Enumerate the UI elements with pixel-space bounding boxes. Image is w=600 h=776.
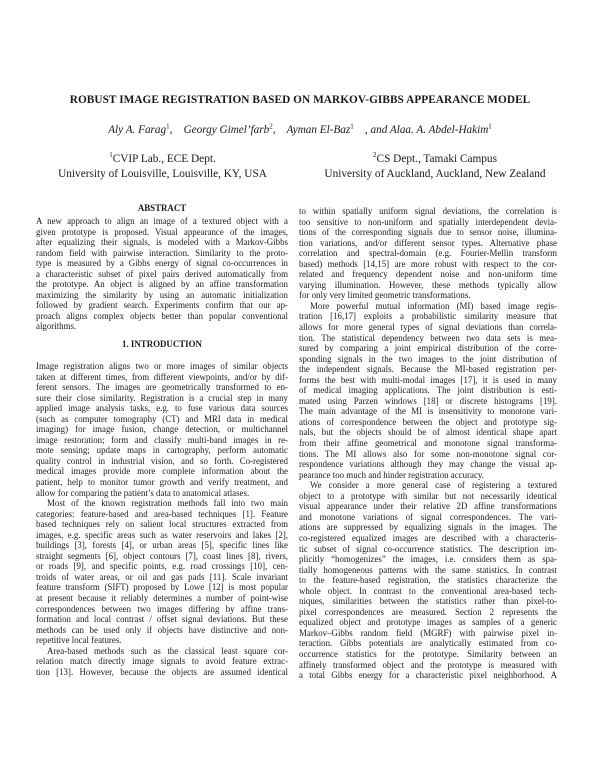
text-line: pixel correspondences are measured. Section 2 represents the [299, 606, 557, 617]
text-line: Area-based methods such as the classical least square cor- [47, 645, 288, 656]
text-line: whole object. In contrast to the conventional area-based tech- [299, 585, 557, 596]
text-line: buildings [3], forests [4], or urban areas [5], specific lines like [36, 540, 288, 551]
text-line: repetitive local features. [36, 635, 122, 646]
text-line: forms the best with multi-modal images [17], it is used in many [299, 374, 557, 385]
text-line: occurrence statistics for the prototype. Similarity between an [299, 648, 557, 659]
text-line: tic subset of signal co-occurrence statistics. The description im- [299, 543, 557, 554]
text-line: ations of correspondence between the object and prototype sig- [299, 416, 557, 427]
text-line: correlation and spectral-domain (e.g. Fourier-Mellin transform [299, 248, 557, 259]
text-line: Markov–Gibbs random field (MGRF) with pairwise pixel in- [299, 627, 557, 638]
text-line: imaging) for image fusion, change detection, or multichannel [36, 424, 288, 435]
text-line: formation and local contrast / offset signal deviations. But these [36, 614, 288, 625]
text-line: correspondences between two images differing by affine trans- [36, 603, 288, 614]
text-line: tially homogeneous patterns with the same statistics. In contrast [299, 564, 557, 575]
text-line: the independent signals. Because the MI-based registration per- [299, 364, 557, 375]
text-line: algorithms. [36, 321, 77, 332]
text-line: a total Gibbs energy for a characteristic pixel neighborhood. A [299, 670, 557, 681]
text-line: to within spatially uniform signal deviations, the correlation is [299, 206, 557, 216]
text-line: images, e.g. specific areas such as water reservoirs and lakes [2], [36, 529, 288, 540]
text-line: methods can be used only if objects have distinctive and non- [36, 624, 288, 635]
text-line: allow for comparing the patient’s data to anatomical atlases. [36, 487, 250, 498]
text-line: More powerful mutual information (MI) based image regis- [310, 300, 557, 311]
text-line: allows for more general types of signal deviations than correla- [299, 322, 557, 333]
text-line: Image registration aligns two or more images of similar objects [36, 361, 288, 371]
author: Georgy Gimel’farb$^2$ [183, 122, 273, 136]
author: Ayman El-Baz$^1$ [286, 122, 354, 136]
text-line: sured by comparing a joint empirical distribution of the corre- [299, 343, 557, 354]
affiliation-1: $^1$CVIP Lab., ECE Dept. University of Louisville, Louisville, KY, USA [58, 151, 267, 180]
text-line: image restoration; form and classify multi-band images in re- [36, 434, 288, 445]
text-line: related and frequency dependent noise and non-uniform time [299, 269, 557, 280]
text-line: the prototype. An object is aligned by an affine transformation [36, 279, 288, 290]
author: , and Alaa. A. Abdel-Hakim$^1$ [364, 122, 492, 136]
text-line: tions of the corresponding signals due to sensor noise, illumina- [299, 227, 557, 238]
text-line: applied image analysis tasks, e.g. to fuse various data sources [36, 403, 288, 414]
abstract-body [36, 216, 288, 332]
text-line: A new approach to align an image of a textured object with a [36, 216, 288, 226]
text-line: proach aligns complex objects better than popular conventional [36, 310, 288, 321]
text-line: sponding signals in the two images to the joint distribution of [299, 353, 557, 364]
text-line: visual appearance under their relative 2D affine transformations [299, 501, 557, 512]
text-line: given prototype is proposed. Visual appearance of the images, [36, 226, 288, 237]
text-line: sure their close similarity. Registration is a crucial step in many [36, 392, 288, 403]
text-line: to the feature-based registration, the statistics characterize the [299, 575, 557, 586]
text-line: tion [13]. However, because the objects are assumed identical [36, 666, 288, 677]
text-line: based techniques rely on salient local structures extracted from [36, 519, 288, 530]
text-line: relation match directly image signals to avoid feature extrac- [36, 656, 288, 667]
author: Aly A. Farag$^1$ [108, 122, 170, 136]
text-line: mated using Parzen windows [18] or discrete histograms [19]. [299, 395, 557, 406]
text-line: of medical imaging applications. The joint distribution is esti- [299, 385, 557, 396]
text-line: plicitly “homogenizes” the images, i.e. considers them as spa- [299, 554, 557, 565]
text-line: quality control in industrial vision, and so forth. Co-registered [36, 455, 288, 466]
text-line: We consider a more general case of registering a textured [310, 480, 557, 491]
text-line: tion variations, and/or different sensor types. Alternative phase [299, 237, 557, 248]
text-line: maximizing the similarity by using an automatic initialization [36, 289, 288, 300]
text-line: respondence variations although they may change the visual ap- [299, 459, 557, 470]
text-line: or roads [9], and specific points, e.g. road crossings [10], cen- [36, 561, 288, 572]
text-line: tion. The statistical dependency between two data sets is mea- [299, 332, 557, 343]
text-line: The main advantage of the MI is insensitivity to monotone vari- [299, 406, 557, 417]
abstract-heading: ABSTRACT [137, 203, 187, 213]
text-line: tions. The MI allows also for some non-monotone signal cor- [299, 448, 557, 459]
text-line: patient, help to monitor tumor growth and verify treatment, and [36, 477, 288, 488]
text-line: followed by gradient search. Experiments confirm that our ap- [36, 300, 288, 311]
text-line: at present because it reliably determines a number of point-wise [36, 593, 288, 604]
text-line: and monotone variations of signal correspondences. The vari- [299, 511, 557, 522]
text-line: categories: feature-based and area-based techniques [1]. Feature [36, 508, 288, 519]
intro-right-column [299, 206, 557, 681]
text-line: random field with pairwise interaction. Similarity to the proto- [36, 247, 288, 258]
text-line: object to a prototype with similar but not necessarily identical [299, 490, 557, 501]
text-line: nals, but the objects should be of almost identical shape apart [299, 427, 557, 438]
text-line: taken at different times, from different viewpoints, and/or by dif- [36, 371, 288, 382]
text-line: co-registered equalized images are described with a characteris- [299, 532, 557, 543]
text-line: pearance too much and hinder registration accuracy. [299, 469, 484, 480]
text-line: affinely transformed object and the prototype is measured with [299, 659, 557, 670]
text-line: troids of water areas, or oil and gas pads [11]. Scale invariant [36, 571, 288, 582]
text-line: feature transform (SIFT) proposed by Lowe [12] is most popular [36, 582, 288, 593]
text-line: too sensitive to non-uniform and spatially interdependent devia- [299, 216, 557, 227]
text-line: teraction. Gibbs potentials are analytically estimated from co- [299, 638, 557, 649]
text-line: a characteristic subset of pixel pairs derived automatically from [36, 268, 288, 279]
text-line: niques, similarities between the statistics rather than pixel-to- [299, 596, 557, 607]
text-line: tration [16,17] exploits a probabilistic similarity measure that [299, 311, 557, 322]
text-line: after equalizing their signals, is modeled with a Markov-Gibbs [36, 237, 288, 248]
paper-title: ROBUST IMAGE REGISTRATION BASED ON MARKOV-GIBBS APPEARANCE MODEL [69, 94, 531, 106]
author-list: Aly A. Farag$^1$, Georgy Gimel’farb$^2$, Ayman El-Baz$^1$ , and Alaa. A. Abdel-Hakim$^1$ [108, 122, 492, 136]
text-line: based) methods [14,15] are more robust with respect to the cor- [299, 258, 557, 269]
intro-left-column [36, 361, 288, 677]
text-line: equalized object and prototype images as samples of a generic [299, 617, 557, 628]
text-line: (such as computer tomography (CT) and MRI data in medical [36, 413, 288, 424]
text-line: for only very limited geometric transformations. [299, 290, 471, 301]
text-line: Most of the known registration methods fall into two main [47, 498, 288, 509]
text-line: varying illumination. However, these methods typically allow [299, 279, 557, 290]
text-line: ferent sensors. The images are geometrically transformed to en- [36, 382, 288, 393]
text-line: medical images provide more complete information about the [36, 466, 288, 477]
text-line: straight segments [6], object contours [7], coast lines [8], rivers, [36, 550, 288, 561]
text-line: from their affine geometrical and monotone signal transforma- [299, 438, 557, 449]
intro-heading: 1. INTRODUCTION [122, 339, 202, 349]
text-line: ations are suppressed by equalizing signals in the images. The [299, 522, 557, 533]
text-line: type is measured by a Gibbs energy of signal co-occurrences in [36, 258, 288, 269]
affiliation-2: $^2$CS Dept., Tamaki Campus University of Auckland, Auckland, New Zealand [324, 151, 546, 180]
text-line: mote sensing; update maps in cartography, perform automatic [36, 445, 288, 456]
